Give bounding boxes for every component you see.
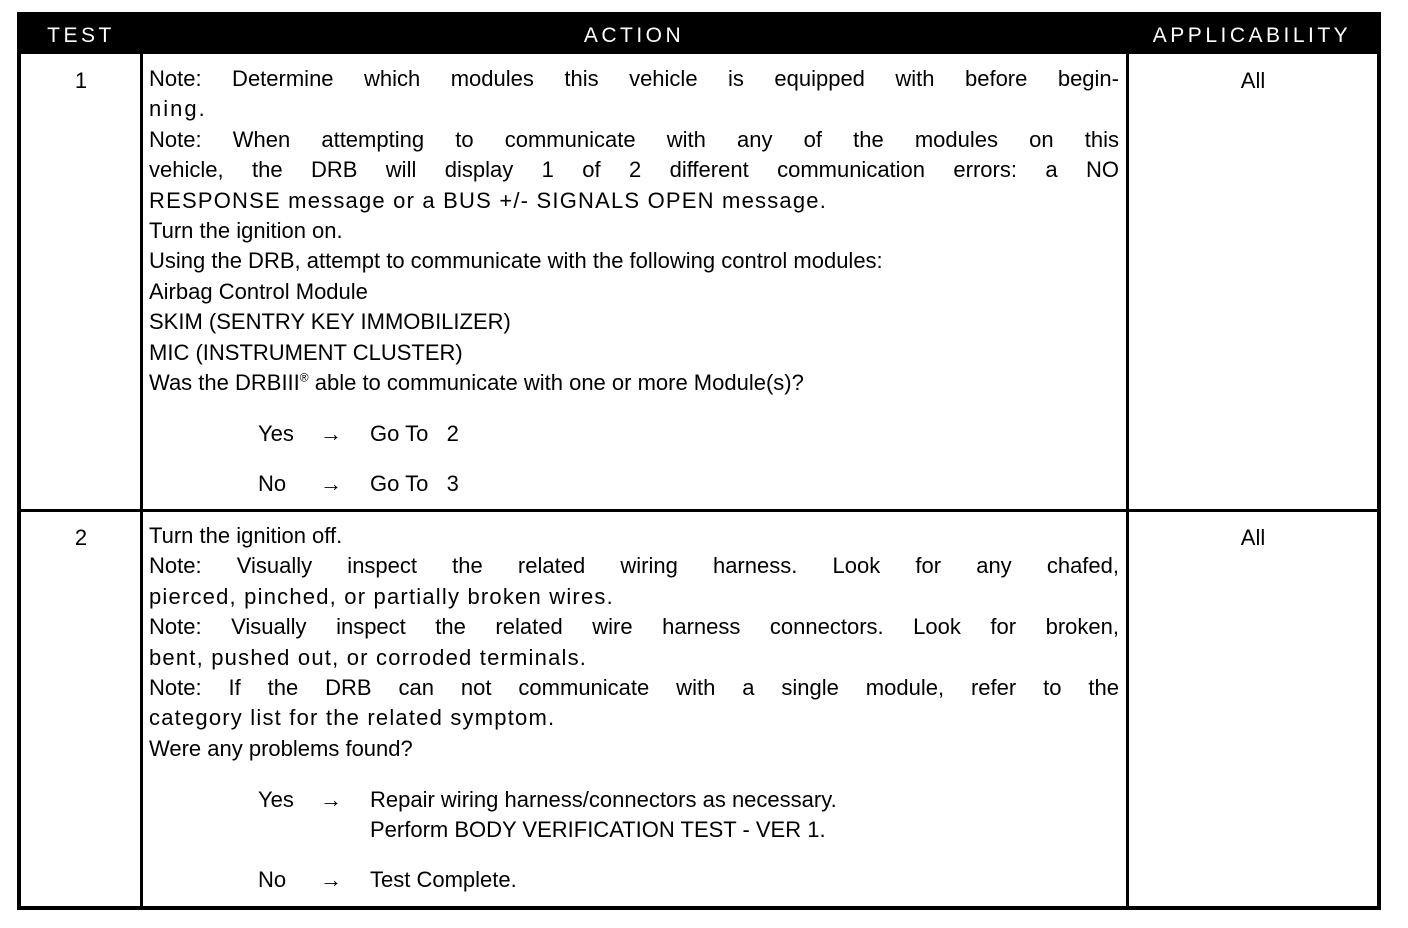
- action-line: vehicle, the DRB will display 1 of 2 different communication errors: a NO: [149, 157, 1119, 183]
- action-line: pierced, pinched, or partially broken wires.: [149, 583, 614, 609]
- row-divider: [21, 509, 1377, 512]
- arrow-icon: →: [320, 787, 342, 812]
- diagnostic-table: [17, 12, 1381, 910]
- question-line: Were any problems found?: [149, 735, 413, 761]
- action-line: Note: Visually inspect the related wiring harness. Look for any chafed,: [149, 553, 1119, 579]
- yes-result: Go To 2: [370, 421, 459, 446]
- yes-result: Repair wiring harness/connectors as necessary.: [370, 787, 837, 812]
- test-number: 1: [74, 68, 88, 93]
- no-label: No: [258, 471, 287, 496]
- arrow-icon: →: [320, 421, 342, 446]
- action-line: Note: When attempting to communicate with any of the modules on this: [149, 126, 1119, 152]
- action-line: Note: If the DRB can not communicate with a single module, refer to the: [149, 674, 1119, 700]
- no-choice: [258, 469, 1058, 499]
- no-choice: [258, 865, 1058, 895]
- action-line: RESPONSE message or a BUS +/- SIGNALS OPEN message.: [149, 187, 828, 213]
- action-line: Turn the ignition off.: [149, 523, 343, 548]
- action-line: Using the DRB, attempt to communicate with the following control modules:: [149, 248, 883, 274]
- action-line: Airbag Control Module: [149, 278, 368, 304]
- applicability-value: All: [1240, 68, 1266, 93]
- yes-choice: [258, 785, 1058, 845]
- action-line: MIC (INSTRUMENT CLUSTER): [149, 339, 463, 365]
- header-action: ACTION: [583, 24, 685, 47]
- yes-label: Yes: [258, 421, 294, 446]
- table-header: [21, 16, 1377, 54]
- yes-choice: [258, 419, 1058, 449]
- question-line: Was the DRBIII® able to communicate with one or more Module(s)?: [149, 369, 804, 395]
- action-line: ning.: [149, 96, 207, 122]
- header-applicability: APPLICABILITY: [1152, 24, 1352, 47]
- registered-mark: ®: [299, 370, 309, 385]
- yes-result-continued: Perform BODY VERIFICATION TEST - VER 1.: [370, 817, 826, 842]
- applicability-value: All: [1240, 525, 1266, 550]
- column-divider-1: [140, 54, 143, 906]
- yes-label: Yes: [258, 787, 294, 812]
- action-line: Turn the ignition on.: [149, 217, 343, 243]
- test-number: 2: [74, 525, 88, 550]
- action-line: bent, pushed out, or corroded terminals.: [149, 644, 588, 670]
- action-line: category list for the related symptom.: [149, 705, 556, 731]
- action-text: [149, 521, 1119, 764]
- arrow-icon: →: [320, 471, 342, 496]
- action-line: Note: Visually inspect the related wire harness connectors. Look for broken,: [149, 614, 1119, 640]
- header-test: TEST: [47, 24, 115, 47]
- column-divider-2: [1126, 54, 1129, 906]
- action-line: Note: Determine which modules this vehicle is equipped with before begin-: [149, 66, 1119, 91]
- action-line: SKIM (SENTRY KEY IMMOBILIZER): [149, 309, 511, 335]
- arrow-icon: →: [320, 867, 342, 892]
- no-result: Go To 3: [370, 471, 459, 496]
- no-label: No: [258, 867, 287, 892]
- action-text: [149, 64, 1119, 398]
- no-result: Test Complete.: [370, 867, 517, 892]
